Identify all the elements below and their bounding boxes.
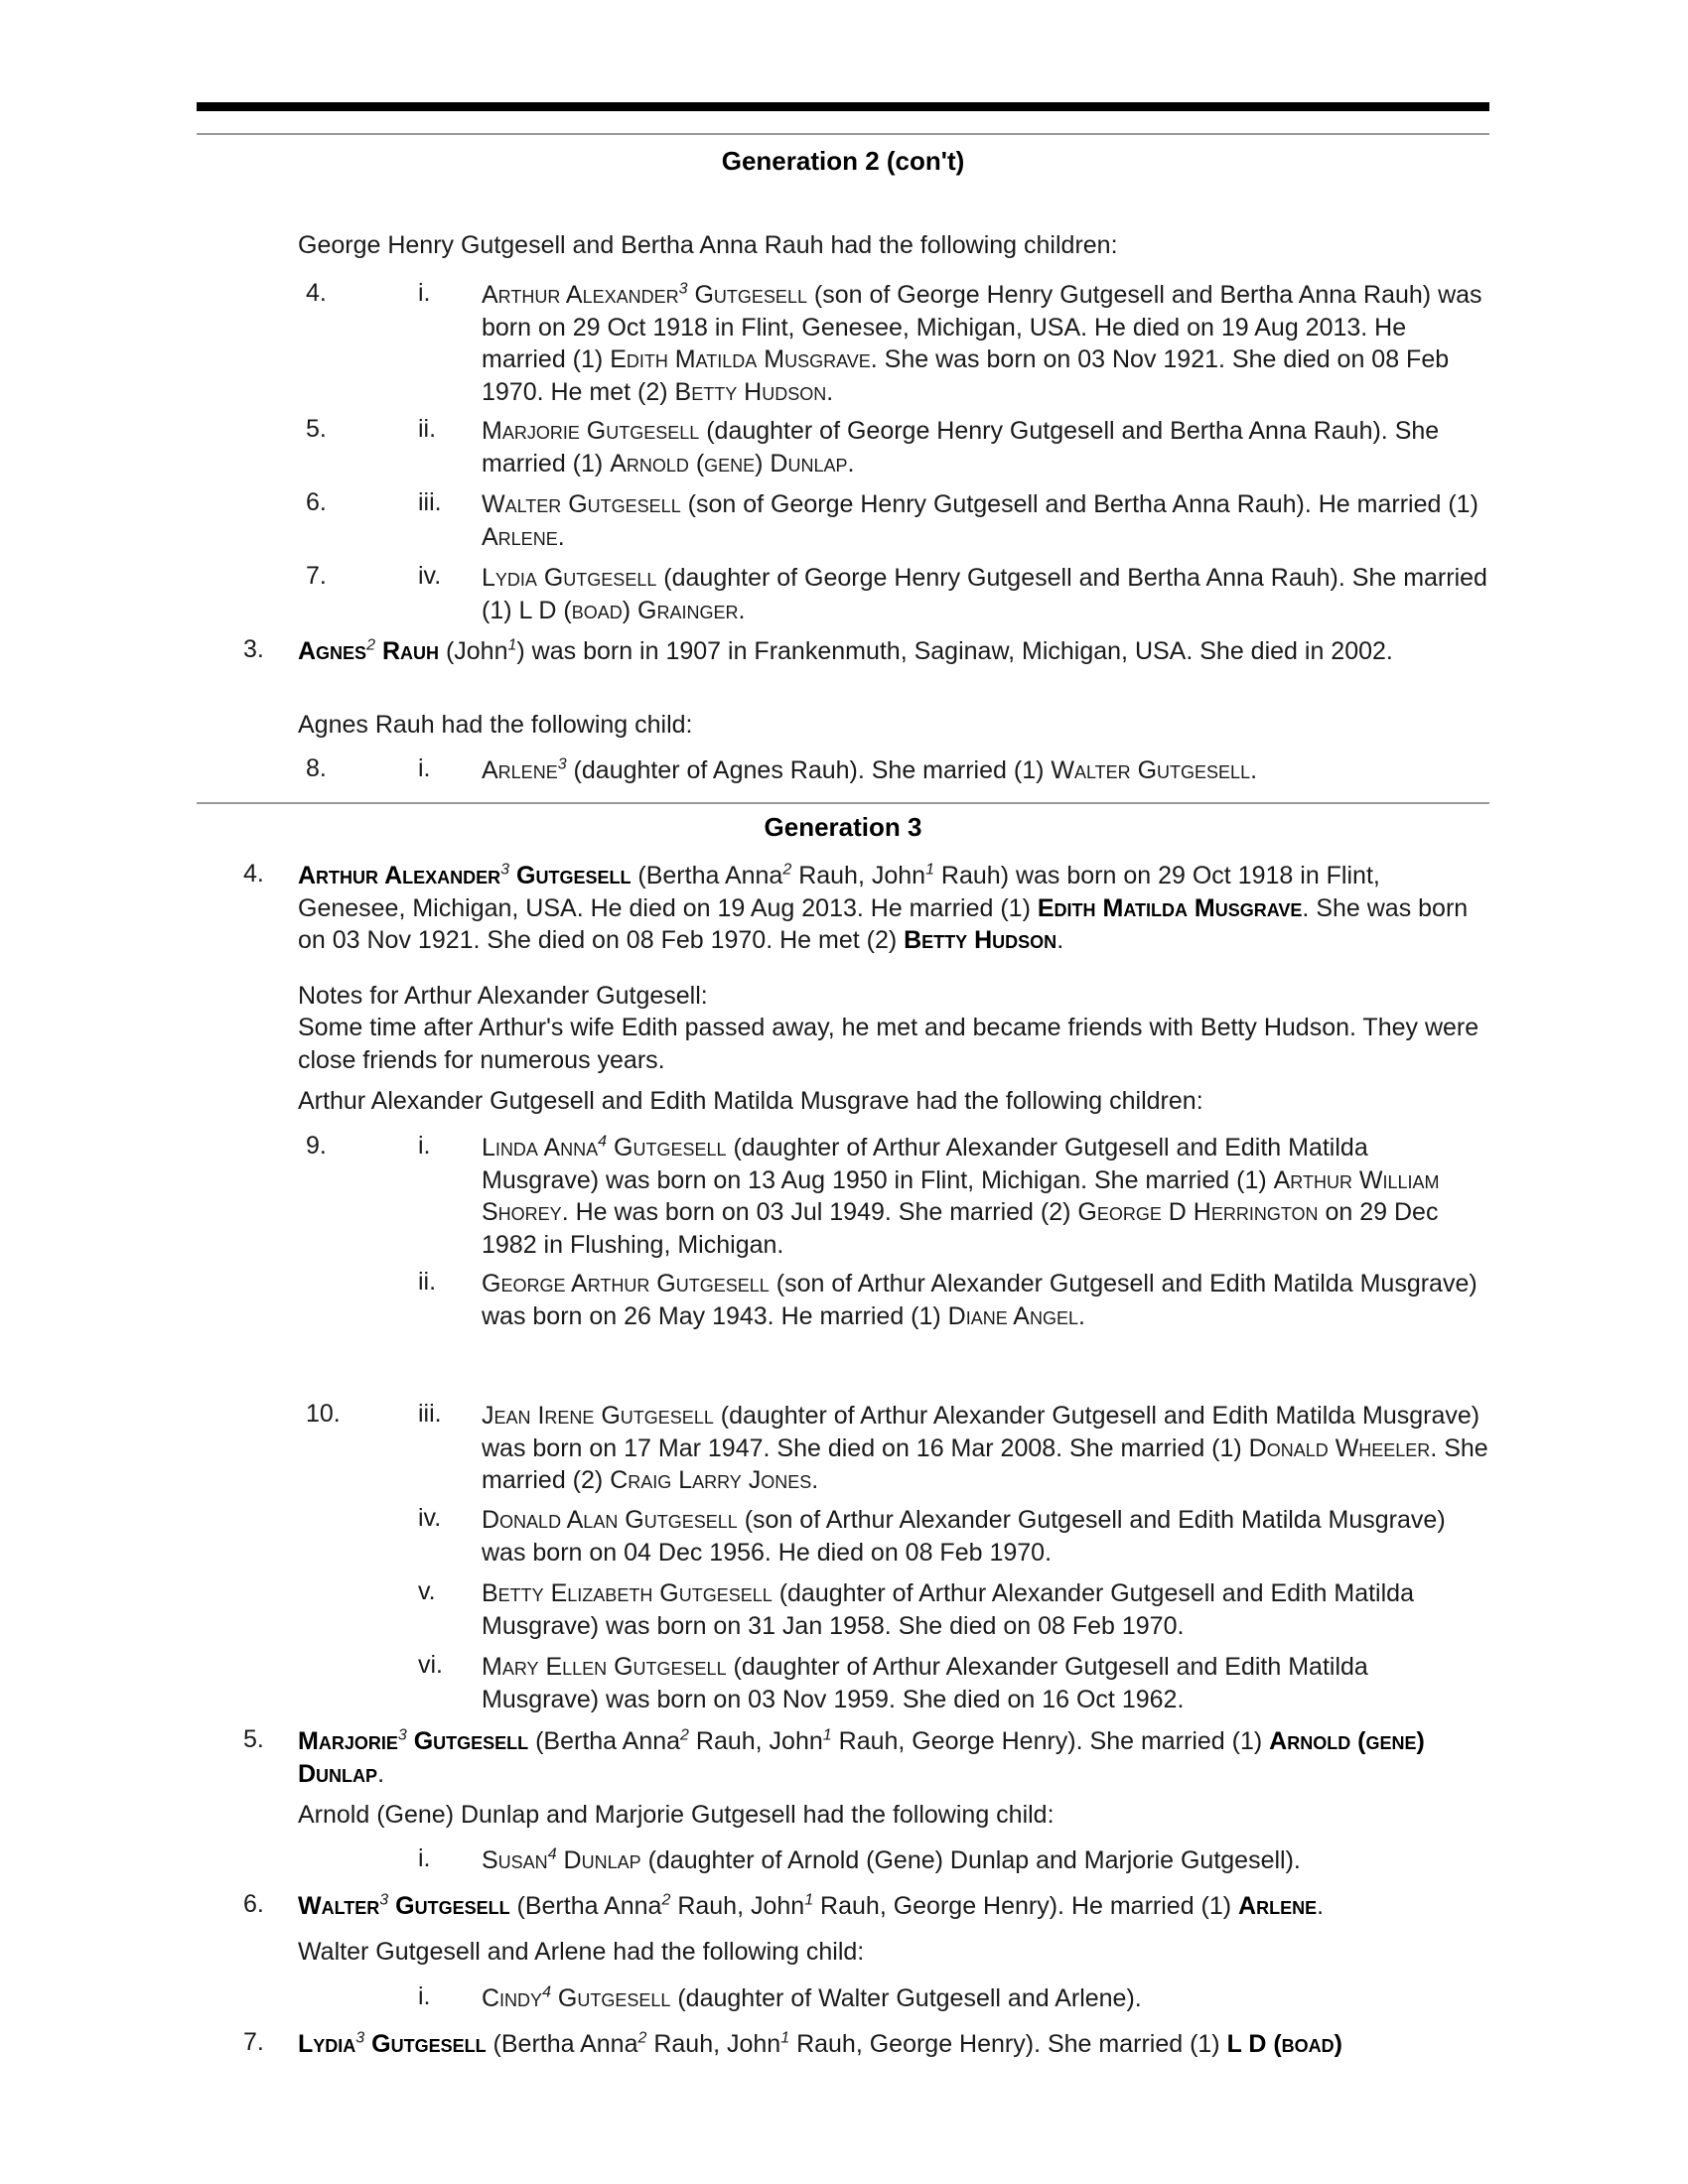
generation-3-heading: Generation 3 xyxy=(764,812,922,842)
child-entry-marjorie: Marjorie Gutgesell (daughter of George Henry Gutgesell and Bertha Anna Rauh). She married (1) Arnold (gene) Dunlap. xyxy=(482,417,1440,478)
person-entry-lydia: Lydia$^3$ Gutgesell (Bertha Anna$^2$ Rauh, John$^1$ Rauh, George Henry). She married (1) L D (boad) xyxy=(298,2029,1343,2058)
child-roman: v. xyxy=(418,1577,436,1605)
child-entry-jean: Jean Irene Gutgesell (daughter of Arthur Alexander Gutgesell and Edith Matilda Musgrave) was born on 17 Mar 1947. She died on 16 Mar 2008. She married (1) Donald Wheeler. She married (2) Craig Larry Jones. xyxy=(482,1402,1488,1494)
generation-2-heading: Generation 2 (con't) xyxy=(721,146,965,176)
child-roman: i. xyxy=(418,1132,431,1160)
child-number: 5. xyxy=(306,415,327,443)
child-entry-betty: Betty Elizabeth Gutgesell (daughter of Arthur Alexander Gutgesell and Edith Matilda Musgrave) was born on 31 Jan 1958. She died on 08 Feb 1970. xyxy=(482,1579,1414,1640)
person-entry-walter: Walter$^3$ Gutgesell (Bertha Anna$^2$ Rauh, John$^1$ Rauh, George Henry). He married (1) Arlene. xyxy=(298,1891,1325,1920)
child-roman: i. xyxy=(418,279,431,307)
child-roman: i. xyxy=(418,1982,431,2010)
person-entry-marjorie: Marjorie$^3$ Gutgesell (Bertha Anna$^2$ Rauh, John$^1$ Rauh, George Henry). She married (1) Arnold (gene) Dunlap. xyxy=(298,1726,1425,1788)
child-number: 4. xyxy=(306,279,327,307)
child-number: 9. xyxy=(306,1132,327,1160)
child-number: 8. xyxy=(306,754,327,782)
child-number: 7. xyxy=(306,562,327,590)
walter-intro: Walter Gutgesell and Arlene had the following child: xyxy=(298,1938,865,1966)
child-roman: iii. xyxy=(418,488,442,516)
person-number: 3. xyxy=(243,635,264,663)
child-roman: vi. xyxy=(418,1651,443,1679)
person-number: 4. xyxy=(243,860,264,887)
child-entry-mary: Mary Ellen Gutgesell (daughter of Arthur Alexander Gutgesell and Edith Matilda Musgrave) was born on 03 Nov 1959. She died on 16 Oct 1962. xyxy=(482,1653,1368,1713)
gen2-intro: George Henry Gutgesell and Bertha Anna Rauh had the following children: xyxy=(298,231,1118,259)
person-entry-arthur: Arthur Alexander$^3$ Gutgesell (Bertha Anna$^2$ Rauh, John$^1$ Rauh) was born on 29 Oct 1918 in Flint, Genesee, Michigan, USA. He died on 19 Aug 2013. He married (1) Edith Matilda Musgrave. She was born on 03 Nov 1921. She died on 08 Feb 1970. He met (2) Betty Hudson. xyxy=(298,861,1469,954)
notes-body: Some time after Arthur's wife Edith passed away, he met and became friends with Betty Hudson. They were close friends for numerous years. xyxy=(298,1014,1479,1074)
agnes-intro: Agnes Rauh had the following child: xyxy=(298,711,693,739)
child-roman: iv. xyxy=(418,1504,442,1532)
person-number: 5. xyxy=(243,1725,264,1753)
person-number: 7. xyxy=(243,2028,264,2056)
child-entry-walter: Walter Gutgesell (son of George Henry Gutgesell and Bertha Anna Rauh). He married (1) Arlene. xyxy=(482,490,1478,551)
child-entry-susan: Susan$^4$ Dunlap (daughter of Arnold (Gene) Dunlap and Marjorie Gutgesell). xyxy=(482,1845,1301,1874)
header-divider xyxy=(197,133,1489,135)
child-roman: iii. xyxy=(418,1400,442,1428)
child-number: 6. xyxy=(306,488,327,516)
top-rule xyxy=(197,102,1489,111)
child-roman: i. xyxy=(418,754,431,782)
child-roman: iv. xyxy=(418,562,442,590)
person-entry-agnes: Agnes$^2$ Rauh (John$^1$) was born in 1907 in Frankenmuth, Saginaw, Michigan, USA. She died in 2002. xyxy=(298,636,1393,665)
child-entry-lydia: Lydia Gutgesell (daughter of George Henry Gutgesell and Bertha Anna Rauh). She married (1) L D (boad) Grainger. xyxy=(482,564,1487,624)
person-number: 6. xyxy=(243,1890,264,1918)
child-entry-george: George Arthur Gutgesell (son of Arthur Alexander Gutgesell and Edith Matilda Musgrave) was born on 26 May 1943. He married (1) Diane Angel. xyxy=(482,1270,1477,1330)
child-entry-arlene: Arlene$^3$ (daughter of Agnes Rauh). She married (1) Walter Gutgesell. xyxy=(482,755,1258,784)
child-roman: ii. xyxy=(418,1268,437,1296)
child-roman: i. xyxy=(418,1844,431,1872)
child-entry-cindy: Cindy$^4$ Gutgesell (daughter of Walter Gutgesell and Arlene). xyxy=(482,1983,1142,2012)
arthur-children-intro: Arthur Alexander Gutgesell and Edith Matilda Musgrave had the following children: xyxy=(298,1087,1203,1115)
child-roman: ii. xyxy=(418,415,437,443)
section-divider xyxy=(197,802,1489,804)
child-entry-linda: Linda Anna$^4$ Gutgesell (daughter of Arthur Alexander Gutgesell and Edith Matilda Musgrave) was born on 13 Aug 1950 in Flint, Michigan. She married (1) Arthur William Shorey. He was born on 03 Jul 1949. She married (2) George D Herrington on 29 Dec 1982 in Flushing, Michigan. xyxy=(482,1133,1440,1259)
child-entry-donald: Donald Alan Gutgesell (son of Arthur Alexander Gutgesell and Edith Matilda Musgrave) was born on 04 Dec 1956. He died on 08 Feb 1970. xyxy=(482,1506,1446,1567)
child-entry-arthur: Arthur Alexander$^3$ Gutgesell (son of George Henry Gutgesell and Bertha Anna Rauh) was born on 29 Oct 1918 in Flint, Genesee, Michigan, USA. He died on 19 Aug 2013. He married (1) Edith Matilda Musgrave. She was born on 03 Nov 1921. She died on 08 Feb 1970. He met (2) Betty Hudson. xyxy=(482,280,1482,406)
marjorie-intro: Arnold (Gene) Dunlap and Marjorie Gutgesell had the following child: xyxy=(298,1801,1055,1829)
notes-title: Notes for Arthur Alexander Gutgesell: xyxy=(298,982,708,1010)
child-number: 10. xyxy=(306,1400,341,1428)
